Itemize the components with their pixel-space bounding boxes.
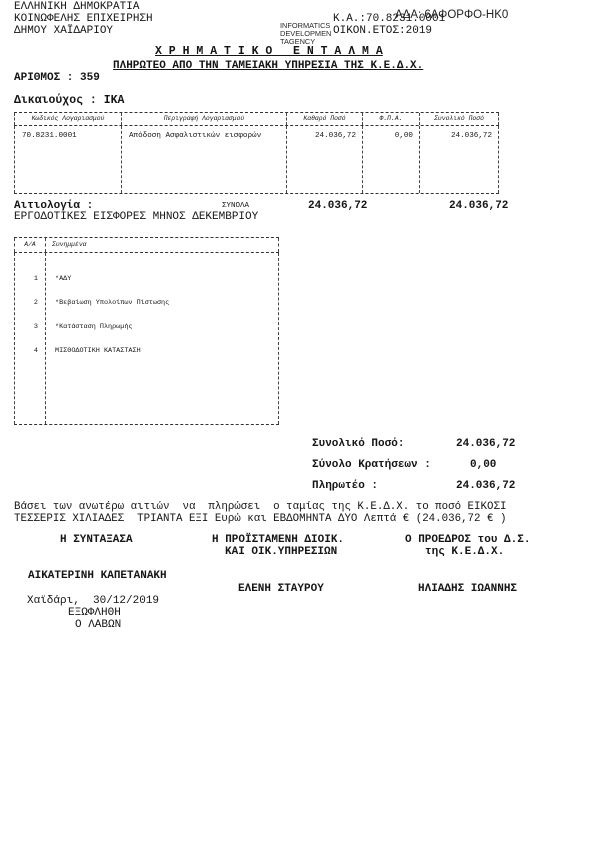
attachment-index: 2 — [33, 299, 38, 307]
payment-text-line: Βάσει των ανωτέρω αιτιών να πληρώσει ο ταμίας της Κ.Ε.Δ.Χ. το ποσό ΕΙΚΟΣΙ — [14, 501, 507, 513]
payable-label: Πληρωτέο : — [312, 480, 379, 492]
order-number-label: ΑΡΙΘΜΟΣ : — [14, 72, 81, 84]
attachment-name-column — [45, 253, 279, 424]
ada-code: ΑΔΑ: 6ΑΦΟΡΦΟ-ΗΚ0 — [395, 9, 509, 21]
payment-text-line: ΤΕΣΣΕΡΙΣ ΧΙΛΙΑΔΕΣ ΤΡΙΑΝΤΑ ΕΞΙ Ευρώ και ΕΒΔΟΜΗΝΤΑ ΔΥΟ Λεπτά € (24.036,72 € ) — [14, 513, 507, 525]
attachment-index: 3 — [33, 323, 38, 331]
header-account-code: Κωδικός Λογαριασμού — [14, 113, 121, 125]
document-title: Χ Ρ Η Μ Α Τ Ι Κ Ο Ε Ν Τ Α Λ Μ Α — [155, 45, 383, 58]
attachments-table — [14, 237, 279, 425]
list-item: *ΑΔΥ — [55, 275, 72, 283]
list-item: *Βεβαίωση Υπολοίπων Πίστωσης — [55, 299, 170, 307]
totals-total-amount: 24.036,72 — [449, 200, 509, 212]
head-title: Η ΠΡΟΪΣΤΑΜΕΝΗ ΔΙΟΙΚ. — [212, 534, 345, 546]
org-line-municipality: ΔΗΜΟΥ ΧΑΪΔΑΡΙΟΥ — [14, 25, 114, 37]
reason-label: Αιτιολογία : — [14, 200, 94, 212]
beneficiary-label: Δικαιούχος : — [14, 94, 104, 107]
reason-text: ΕΡΓΟΔΟΤΙΚΕΣ ΕΙΣΦΟΡΕΣ ΜΗΝΟΣ ΔΕΚΕΜΒΡΙΟΥ — [14, 211, 259, 223]
accounts-table-header — [14, 113, 499, 126]
place-date: Χαϊδάρι, 30/12/2019 — [27, 595, 160, 607]
total-amount: 24.036,72 — [419, 126, 499, 193]
fiscal-year: ΟΙΚΟΝ.ΕΤΟΣ:2019 — [333, 25, 433, 37]
beneficiary-value: ΙΚΑ — [103, 94, 125, 107]
net-amount: 24.036,72 — [286, 126, 362, 193]
table-row — [14, 126, 499, 193]
totals-net-amount: 24.036,72 — [308, 200, 368, 212]
list-item: ΜΙΣΘΟΔΟΤΙΚΗ ΚΑΤΑΣΤΑΣΗ — [55, 347, 141, 355]
org-line-entity: ΚΟΙΝΩΦΕΛΗΣ ΕΠΙΧΕΙΡΗΣΗ — [14, 13, 153, 25]
header-net-amount: Καθαρό Ποσό — [286, 113, 362, 125]
attachment-index: 1 — [33, 275, 38, 283]
document-subtitle: ΠΛΗΡΩΤΕΟ ΑΠΟ ΤΗΝ ΤΑΜΕΙΑΚΗ ΥΠΗΡΕΣΙΑ ΤΗΣ Κ.Ε.Δ.Χ. — [113, 60, 424, 72]
account-description: Απόδοση Ασφαλιστικών εισφορών — [121, 126, 286, 193]
head-title-line2: ΚΑΙ ΟΙΚ.ΥΠΗΡΕΣΙΩΝ — [225, 546, 338, 558]
beneficiary — [14, 95, 124, 107]
deductions-value: 0,00 — [470, 459, 497, 471]
head-name: ΕΛΕΝΗ ΣΤΑΥΡΟΥ — [238, 583, 324, 595]
digital-signature-stamp — [280, 22, 336, 46]
president-name: ΗΛΙΑΔΗΣ ΙΩΑΝΝΗΣ — [418, 583, 518, 595]
order-number-value: 359 — [80, 72, 100, 84]
header-vat: Φ.Π.Α. — [362, 113, 419, 125]
attachment-index-column — [14, 253, 45, 424]
attachment-index: 4 — [33, 347, 38, 355]
president-title: Ο ΠΡΟΕΔΡΟΣ του Δ.Σ. — [405, 534, 531, 546]
attachments-table-header — [14, 238, 279, 253]
account-code: 70.8231.0001 — [14, 126, 121, 193]
stamp-line: INFORMATICS — [280, 21, 331, 30]
receiver-label: Ο ΛΑΒΩΝ — [75, 619, 122, 631]
vat-amount: 0,00 — [362, 126, 419, 193]
budget-code: Κ.Α.:70.8231.0001 — [333, 13, 446, 25]
totals-label: ΣΥΝΟΛΑ — [222, 202, 250, 210]
header-index: Α/Α — [14, 238, 45, 252]
gross-total-value: 24.036,72 — [456, 438, 516, 450]
paid-label: ΕΞΩΦΛΗΘΗ — [68, 607, 121, 619]
attachments-list — [14, 253, 279, 424]
header-attachments: Συνημμένα — [45, 238, 279, 252]
accounts-table — [14, 112, 499, 194]
composer-title: Η ΣΥΝΤΑΞΑΣΑ — [60, 534, 133, 546]
gross-total-label: Συνολικό Ποσό: — [312, 438, 405, 450]
stamp-line: DEVELOPMEN — [280, 29, 332, 38]
order-number — [14, 72, 100, 84]
president-title-line2: της Κ.Ε.Δ.Χ. — [425, 546, 505, 558]
payable-value: 24.036,72 — [456, 480, 516, 492]
list-item: *Κατάσταση Πληρωμής — [55, 323, 133, 331]
header-account-description: Περιγραφή Λογαριασμού — [121, 113, 286, 125]
composer-name: ΑΙΚΑΤΕΡΙΝΗ ΚΑΠΕΤΑΝΑΚΗ — [28, 570, 167, 582]
org-line-country: ΕΛΛΗΝΙΚΗ ΔΗΜΟΚΡΑΤΙΑ — [14, 1, 140, 13]
header-total-amount: Συνολικό Ποσό — [419, 113, 499, 125]
deductions-label: Σύνολο Κρατήσεων : — [312, 459, 431, 471]
stamp-line: TAGENCY — [280, 37, 316, 46]
